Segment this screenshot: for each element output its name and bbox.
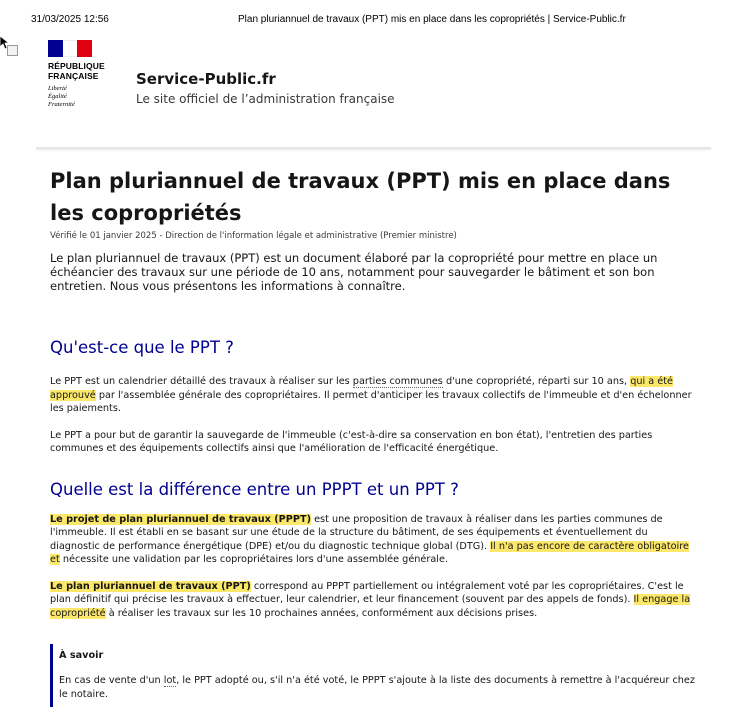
print-header	[0, 14, 747, 28]
service-tagline: Le site officiel de l’administration française	[136, 92, 395, 106]
republique-francaise-logo[interactable]	[48, 40, 120, 109]
section2-paragraph-1: Le projet de plan pluriannuel de travaux (PPPT) est une proposition de travaux à réaliser dans les parties communes de l'immeuble. Il est établi en se basant sur une étude de la structure du bâtiment, de ses équipements et éventuellement du diagnostic de performance énergétique (DPE) et/ou du diagnostic technique global (DTG). Il n'a pas encore de caractère obligatoire et nécessite une validation par les copropriétaires lors d'une assemblée générale.	[50, 513, 689, 565]
header-divider	[36, 147, 711, 149]
highlight: Le plan pluriannuel de travaux (PPT)	[50, 580, 251, 592]
print-page-title: Plan pluriannuel de travaux (PPT) mis en place dans les copropriétés | Service-Public.fr	[238, 14, 626, 25]
callout-text: En cas de vente d'un lot, le PPT adopté ou, s'il n'a été voté, le PPPT s'ajoute à la liste des documents à remettre à l'acquéreur chez le notaire.	[59, 675, 695, 700]
page-title: Plan pluriannuel de travaux (PPT) mis en place dans les copropriétés	[50, 169, 671, 225]
highlight: Il n'a pas encore de caractère obligatoire et	[50, 540, 689, 565]
callout-a-savoir	[50, 644, 700, 707]
highlight: Le projet de plan pluriannuel de travaux (PPPT)	[50, 513, 312, 525]
article-content	[50, 165, 700, 707]
republique-francaise-name: RÉPUBLIQUE FRANÇAISE	[48, 61, 105, 81]
marianne-flag-icon	[48, 40, 92, 57]
highlight: qui a été approuvé	[50, 376, 673, 401]
section-heading-what-is-ppt: Qu'est-ce que le PPT ?	[50, 338, 234, 357]
article-meta: Vérifié le 01 janvier 2025 - Direction de l'information légale et administrative (Premier ministre)	[50, 231, 457, 241]
parties-communes-link[interactable]: parties communes	[352, 376, 443, 387]
section1-paragraph-1: Le PPT est un calendrier détaillé des travaux à réaliser sur les parties communes d'une copropriété, réparti sur 10 ans, qui a été approuvé par l'assemblée générale des copropriétaires. Il permet d'anticiper les travaux collectifs de l'immeuble et d'en échelonner les paiements.	[50, 376, 692, 414]
republic-motto: Liberté Égalité Fraternité	[48, 85, 75, 108]
broken-image-icon	[7, 45, 18, 56]
section-heading-difference: Quelle est la différence entre un PPPT et un PPT ?	[50, 479, 459, 499]
section2-paragraph-2: Le plan pluriannuel de travaux (PPT) correspond au PPPT partiellement ou intégralement voté par les copropriétaires. C'est le plan définitif qui précise les travaux à effectuer, leur calendrier, et leur financement (souvent par des appels de fonds). Il engage la copropriété à réaliser les travaux sur les 10 prochaines années, conformément aux décisions prises.	[50, 580, 691, 619]
print-datetime: 31/03/2025 12:56	[31, 14, 109, 25]
lot-link[interactable]: lot	[163, 675, 177, 686]
section1-paragraph-2: Le PPT a pour but de garantir la sauvegarde de l'immeuble (c'est-à-dire sa conservation en bon état), l'entretien des parties communes et des équipements collectifs ainsi que l'amélioration de l'efficacité énergétique.	[50, 429, 653, 454]
service-name[interactable]: Service-Public.fr	[136, 70, 276, 88]
callout-title: À savoir	[59, 650, 104, 661]
highlight: Il engage la copropriété	[50, 594, 691, 619]
site-header	[48, 40, 711, 118]
article-intro: Le plan pluriannuel de travaux (PPT) est un document élaboré par la copropriété pour mettre en place un échéancier des travaux sur une période de 10 ans, notamment pour sauvegarder le bâtiment et son bon entretien. Nous vous présentons les informations à connaître.	[50, 251, 658, 293]
